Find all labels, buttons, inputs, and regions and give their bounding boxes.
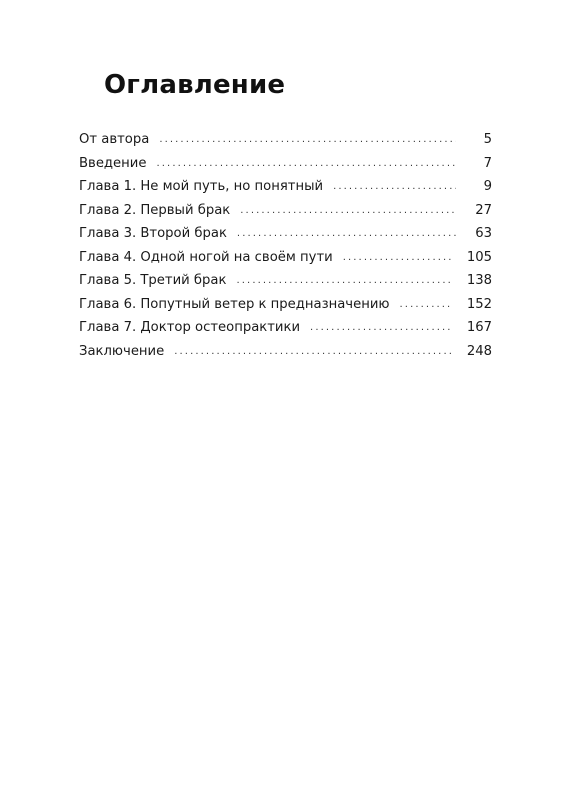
toc-entry	[79, 154, 492, 178]
toc-entry-label: Глава 4. Одной ногой на своём пути	[79, 249, 333, 265]
toc-entry	[79, 130, 492, 154]
dot-leader	[156, 154, 456, 174]
dot-leader	[174, 342, 453, 362]
toc-entry	[79, 271, 492, 295]
toc-entry-page: 63	[475, 226, 492, 241]
toc-entry-label: Глава 2. Первый брак	[79, 202, 231, 218]
toc-entry-page: 5	[483, 132, 492, 147]
table-of-contents	[79, 130, 492, 365]
toc-entry	[79, 295, 492, 319]
toc-entry-page: 152	[466, 296, 492, 312]
toc-entry-page: 9	[483, 179, 492, 194]
toc-entry	[79, 177, 492, 201]
dot-leader	[400, 295, 453, 315]
toc-entry-label: Глава 5. Третий брак	[79, 273, 227, 288]
toc-entry-label: Заключение	[79, 343, 165, 359]
dot-leader	[333, 177, 456, 197]
dot-leader	[240, 201, 456, 221]
toc-entry-label: Глава 3. Второй брак	[79, 226, 227, 241]
toc-entry-page: 138	[466, 273, 492, 288]
toc-entry-label: Глава 1. Не мой путь, но понятный	[79, 179, 324, 194]
toc-entry	[79, 318, 492, 342]
toc-entry-page: 167	[466, 320, 492, 335]
toc-entry-page: 248	[466, 343, 492, 359]
toc-entry	[79, 201, 492, 225]
toc-entry-label: От автора	[79, 132, 150, 147]
toc-entry-label: Глава 6. Попутный ветер к предназначению	[79, 296, 390, 312]
toc-entry	[79, 248, 492, 272]
toc-entry	[79, 342, 492, 366]
dot-leader	[343, 248, 453, 268]
page-title: Оглавление	[104, 70, 286, 100]
dot-leader	[237, 224, 456, 244]
toc-entry-page: 7	[483, 155, 492, 171]
toc-entry-label: Глава 7. Доктор остеопрактики	[79, 320, 301, 335]
dot-leader	[310, 318, 453, 338]
dot-leader	[236, 271, 452, 291]
toc-entry-page: 27	[475, 202, 492, 218]
dot-leader	[159, 130, 456, 150]
toc-entry-page: 105	[466, 249, 492, 265]
toc-entry-label: Введение	[79, 155, 147, 171]
toc-entry	[79, 224, 492, 248]
